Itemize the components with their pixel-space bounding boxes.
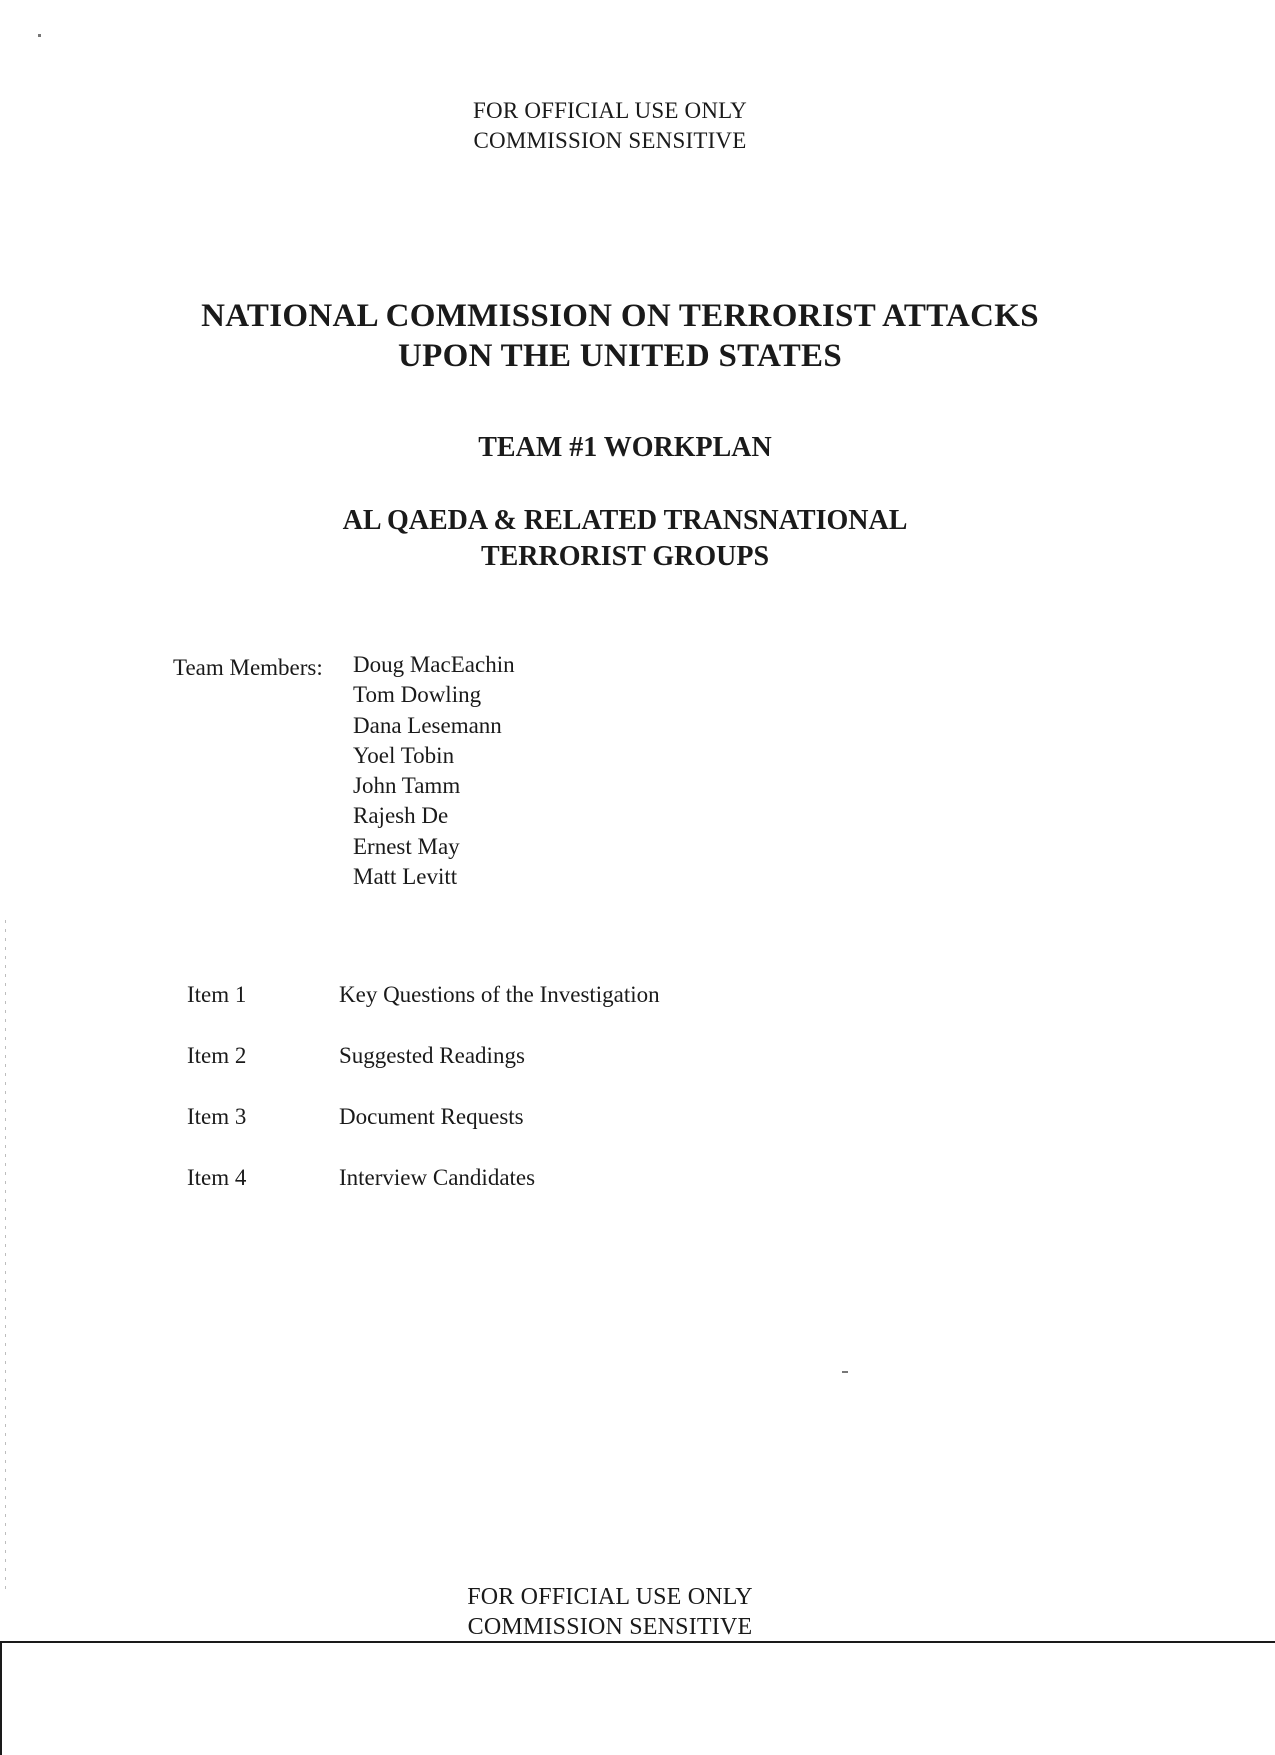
title-line2: UPON THE UNITED STATES bbox=[398, 338, 842, 374]
scan-speck bbox=[842, 1371, 848, 1373]
topic-line1: AL QAEDA & RELATED TRANSNATIONAL bbox=[342, 505, 908, 536]
item-row bbox=[187, 1043, 887, 1104]
team-member: Yoel Tobin bbox=[353, 742, 455, 768]
item-row bbox=[187, 1165, 887, 1226]
item-title: Document Requests bbox=[339, 1104, 524, 1129]
scan-speck bbox=[38, 34, 41, 37]
footer-marking-line2: COMMISSION SENSITIVE bbox=[467, 1614, 753, 1640]
workplan-subtitle: TEAM #1 WORKPLAN bbox=[478, 432, 772, 463]
item-row bbox=[187, 1104, 887, 1165]
workplan-items bbox=[187, 982, 887, 1226]
item-number: Item 1 bbox=[187, 982, 247, 1007]
item-title: Interview Candidates bbox=[339, 1165, 536, 1190]
topic-heading bbox=[0, 503, 1250, 575]
footer-marking-line1: FOR OFFICIAL USE ONLY bbox=[467, 1584, 753, 1610]
title-line1: NATIONAL COMMISSION ON TERRORIST ATTACKS bbox=[201, 298, 1039, 334]
topic-line2: TERRORIST GROUPS bbox=[480, 541, 770, 572]
team-members-label: Team Members: bbox=[173, 655, 323, 680]
scan-edge-artifact bbox=[5, 920, 6, 1590]
team-member: Rajesh De bbox=[353, 803, 449, 829]
item-row bbox=[187, 982, 887, 1043]
item-number: Item 2 bbox=[187, 1043, 247, 1068]
team-member: Ernest May bbox=[353, 833, 460, 859]
item-title: Key Questions of the Investigation bbox=[339, 982, 660, 1007]
document-title bbox=[0, 296, 1240, 376]
footer-marking bbox=[0, 1582, 1220, 1640]
item-number: Item 3 bbox=[187, 1104, 247, 1129]
team-members-list bbox=[353, 650, 515, 892]
header-marking-line2: COMMISSION SENSITIVE bbox=[473, 128, 747, 153]
item-title: Suggested Readings bbox=[339, 1043, 525, 1068]
team-member: Dana Lesemann bbox=[353, 712, 502, 738]
team-member: Tom Dowling bbox=[353, 682, 482, 708]
scan-border-horizontal bbox=[0, 1641, 1275, 1643]
team-member: Matt Levitt bbox=[353, 864, 458, 890]
header-marking bbox=[0, 96, 1220, 156]
header-marking-line1: FOR OFFICIAL USE ONLY bbox=[473, 98, 747, 123]
item-number: Item 4 bbox=[187, 1165, 247, 1190]
team-member: Doug MacEachin bbox=[353, 652, 515, 677]
team-member: John Tamm bbox=[353, 773, 461, 799]
scan-border-vertical bbox=[0, 1641, 2, 1755]
